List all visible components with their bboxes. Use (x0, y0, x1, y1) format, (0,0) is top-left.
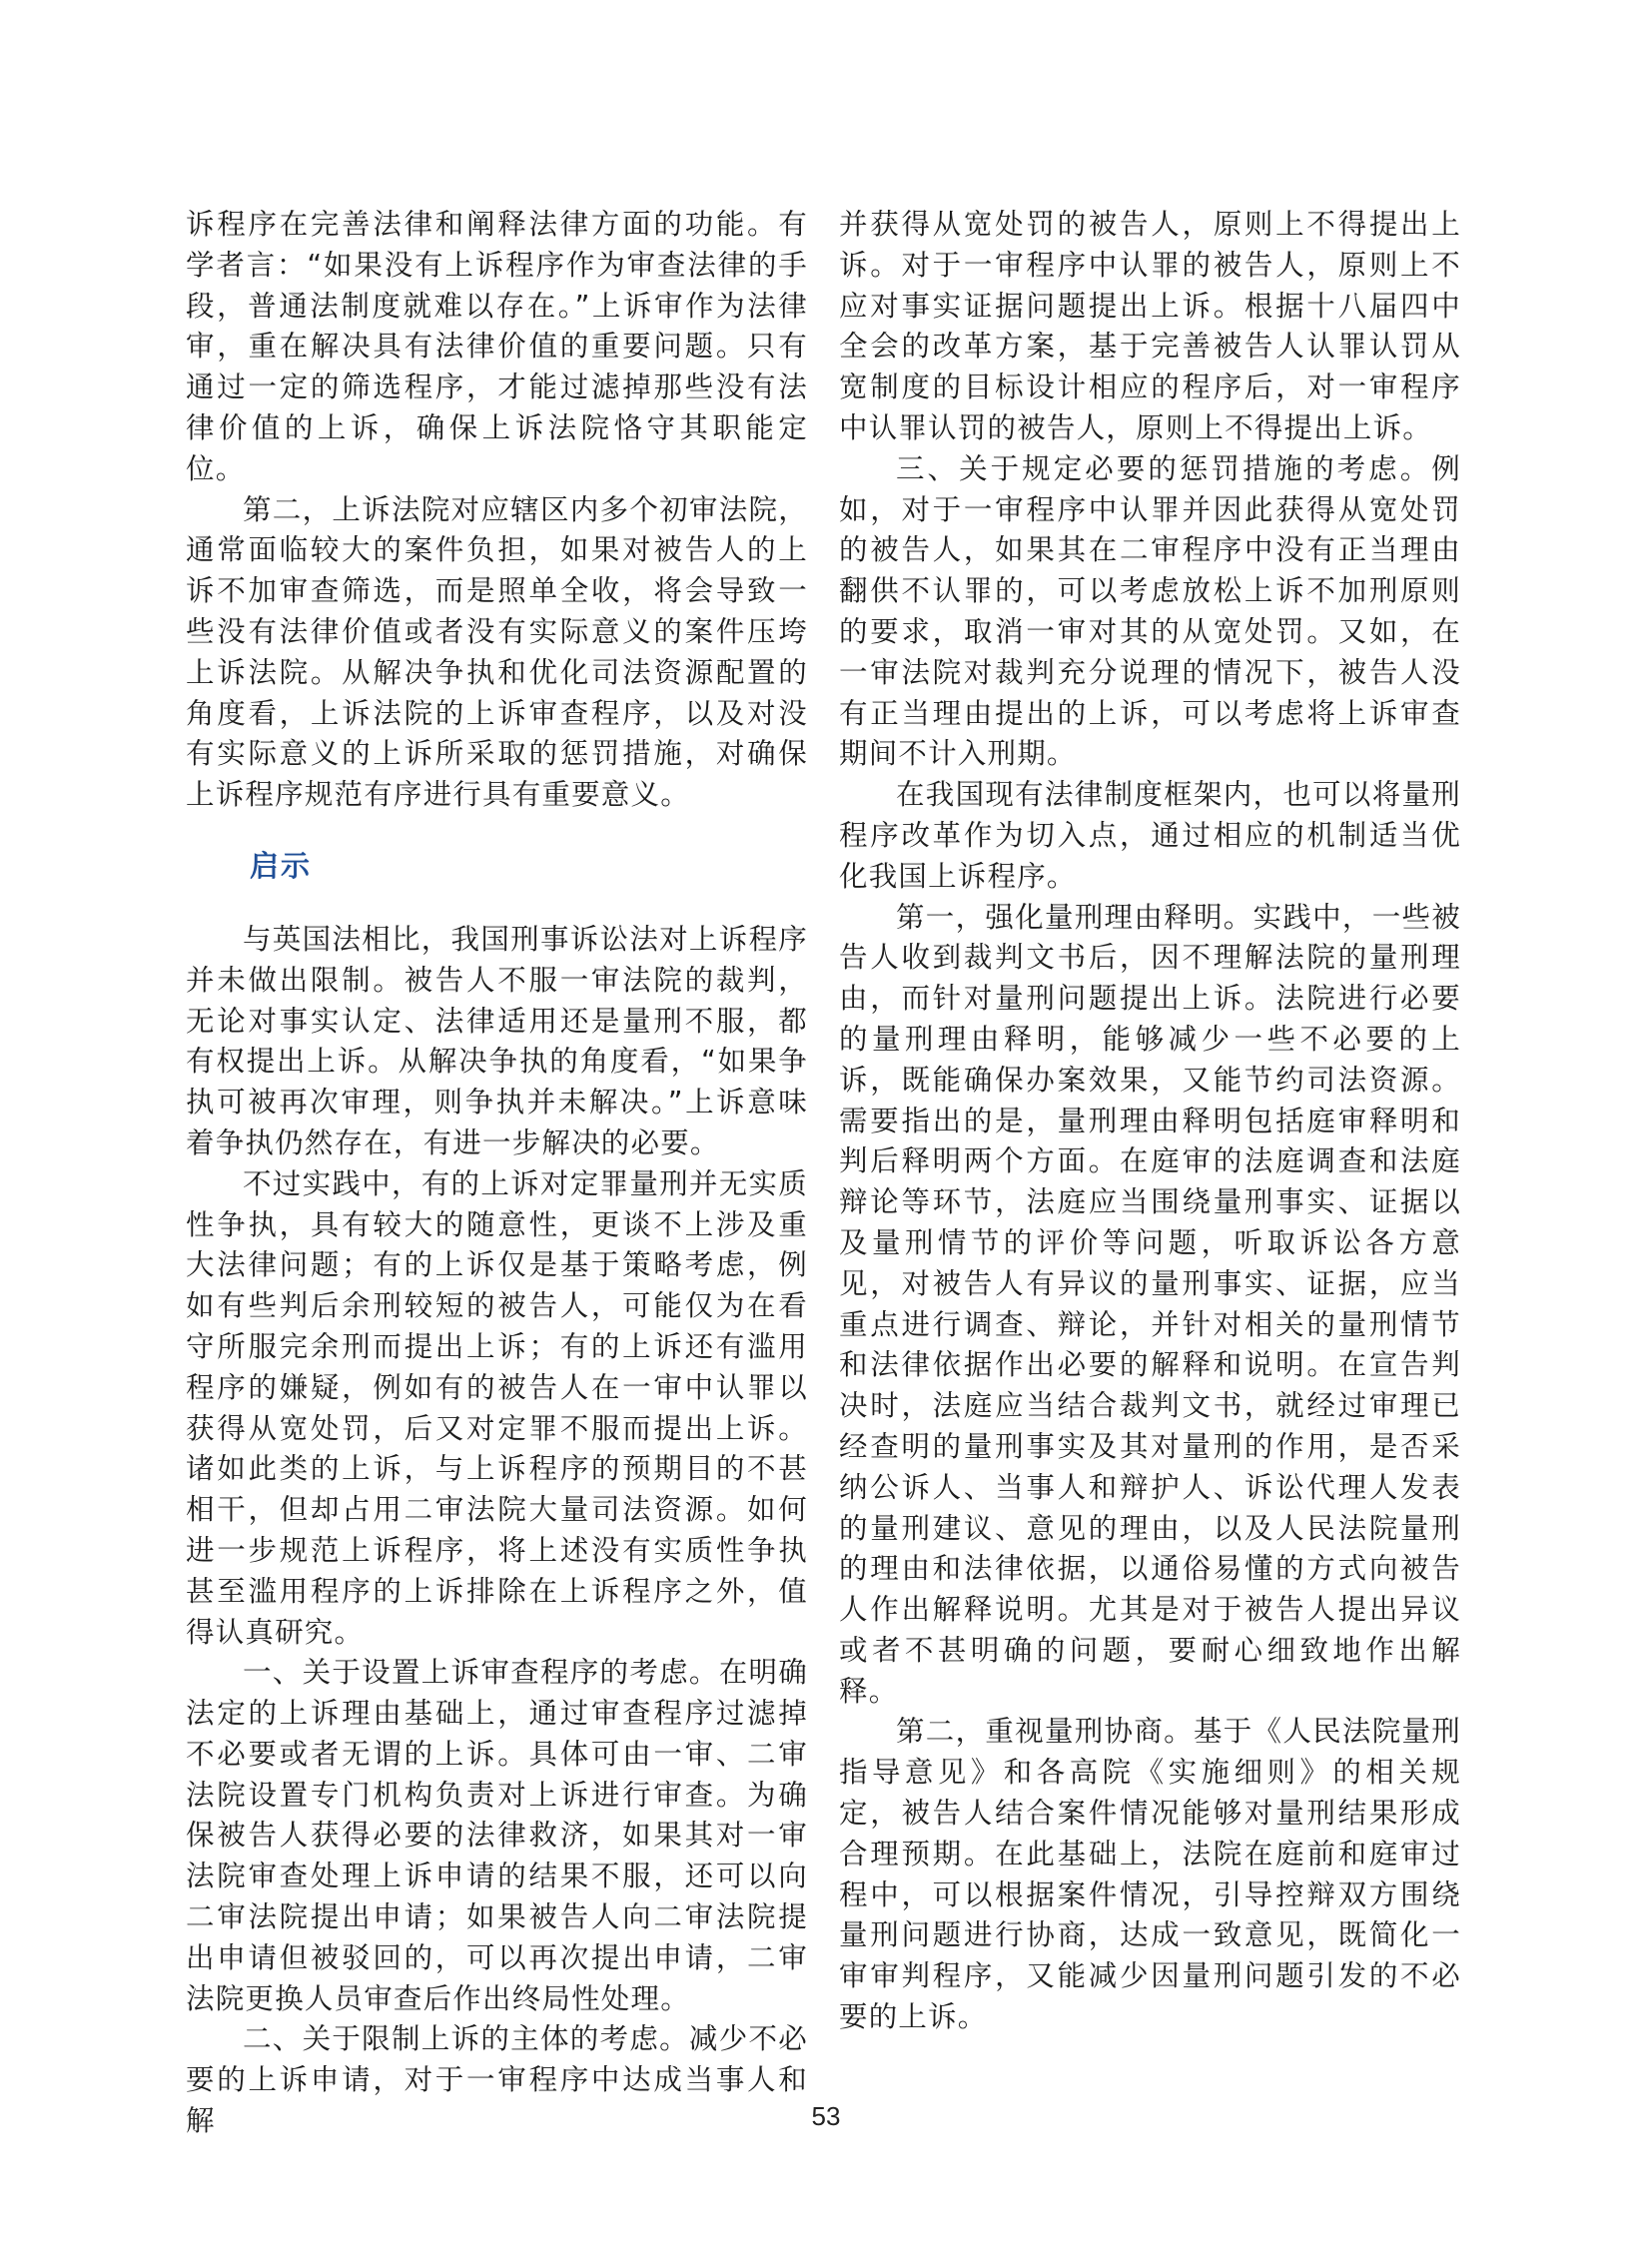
paragraph-continued: 诉程序在完善法律和阐释法律方面的功能。有学者言：“如果没有上诉程序作为审查法律的手段，普通法制度就难以存在。”上诉审作为法律审，重在解决具有法律价值的重要问题。只有通过一定的筛选程序，才能过滤掉那些没有法律价值的上诉，确保上诉法院恪守其职能定位。 (186, 208, 808, 485)
paragraph: 二、关于限制上诉的主体的考虑。减少不必要的上诉申请，对于一审程序中达成当事人和解 (186, 2022, 808, 2138)
paragraph: 第一，强化量刑理由释明。实践中，一些被告人收到裁判文书后，因不理解法院的量刑理由，而针对量刑问题提出上诉。法院进行必要的量刑理由释明，能够减少一些不必要的上诉，既能确保办案效果，又能节约司法资源。需要指出的是，量刑理由释明包括庭审释明和判后释明两个方面。在庭审的法庭调查和法庭辩论等环节，法庭应当围绕量刑事实、证据以及量刑情节的评价等问题，听取诉讼各方意见，对被告人有异议的量刑事实、证据，应当重点进行调查、辩论，并针对相关的量刑情节和法律依据作出必要的解释和说明。在宣告判决时，法庭应当结合裁判文书，就经过审理已经查明的量刑事实及其对量刑的作用，是否采纳公诉人、当事人和辩护人、诉讼代理人发表的量刑建议、意见的理由，以及人民法院量刑的理由和法律依据，以通俗易懂的方式向被告人作出解释说明。尤其是对于被告人提出异议或者不甚明确的问题，要耐心细致地作出解释。 (839, 900, 1461, 1708)
paragraph: 不过实践中，有的上诉对定罪量刑并无实质性争执，具有较大的随意性，更谈不上涉及重大法律问题；有的上诉仅是基于策略考虑，例如有些判后余刑较短的被告人，可能仅为在看守所服完余刑而提出上诉；有的上诉还有滥用程序的嫌疑，例如有的被告人在一审中认罪以获得从宽处罚，后又对定罪不服而提出上诉。诸如此类的上诉，与上诉程序的预期目的不甚相干，但却占用二审法院大量司法资源。如何进一步规范上诉程序，将上述没有实质性争执甚至滥用程序的上诉排除在上诉程序之外，值得认真研究。 (186, 1166, 808, 1649)
paragraph-continued: 并获得从宽处罚的被告人，原则上不得提出上诉。对于一审程序中认罪的被告人，原则上不应对事实证据问题提出上诉。根据十八届四中全会的改革方案，基于完善被告人认罪认罚从宽制度的目标设计相应的程序后，对一审程序中认罪认罚的被告人，原则上不得提出上诉。 (839, 208, 1461, 444)
paragraph: 第二，重视量刑协商。基于《人民法院量刑指导意见》和各高院《实施细则》的相关规定，被告人结合案件情况能够对量刑结果形成合理预期。在此基础上，法院在庭前和庭审过程中，可以根据案件情况，引导控辩双方围绕量刑问题进行协商，达成一致意见，既简化一审审判程序，又能减少因量刑问题引发的不必要的上诉。 (839, 1715, 1461, 2034)
paragraph: 与英国法相比，我国刑事诉讼法对上诉程序并未做出限制。被告人不服一审法院的裁判，无论对事实认定、法律适用还是量刑不服，都有权提出上诉。从解决争执的角度看，“如果争执可被再次审理，则争执并未解决。”上诉意味着争执仍然存在，有进一步解决的必要。 (186, 922, 808, 1159)
section-heading: 启示 (250, 848, 313, 883)
left-column (186, 205, 808, 2142)
paragraph: 三、关于规定必要的惩罚措施的考虑。例如，对于一审程序中认罪并因此获得从宽处罚的被告人，如果其在二审程序中没有正当理由翻供不认罪的，可以考虑放松上诉不加刑原则的要求，取消一审对其的从宽处罚。又如，在一审法院对裁判充分说理的情况下，被告人没有正当理由提出的上诉，可以考虑将上诉审查期间不计入刑期。 (839, 451, 1461, 771)
paragraph: 在我国现有法律制度框架内，也可以将量刑程序改革作为切入点，通过相应的机制适当优化我国上诉程序。 (839, 778, 1461, 893)
page-number: 53 (811, 2101, 841, 2131)
paragraph: 第二，上诉法院对应辖区内多个初审法院，通常面临较大的案件负担，如果对被告人的上诉不加审查筛选，而是照单全收，将会导致一些没有法律价值或者没有实际意义的案件压垮上诉法院。从解决争执和优化司法资源配置的角度看，上诉法院的上诉审查程序，以及对没有实际意义的上诉所采取的惩罚措施，对确保上诉程序规范有序进行具有重要意义。 (186, 492, 808, 812)
right-column (839, 205, 1461, 2038)
paragraph: 一、关于设置上诉审查程序的考虑。在明确法定的上诉理由基础上，通过审查程序过滤掉不必要或者无谓的上诉。具体可由一审、二审法院设置专门机构负责对上诉进行审查。为确保被告人获得必要的法律救济，如果其对一审法院审查处理上诉申请的结果不服，还可以向二审法院提出申请；如果被告人向二审法院提出申请但被驳回的，可以再次提出申请，二审法院更换人员审查后作出终局性处理。 (186, 1656, 808, 2015)
